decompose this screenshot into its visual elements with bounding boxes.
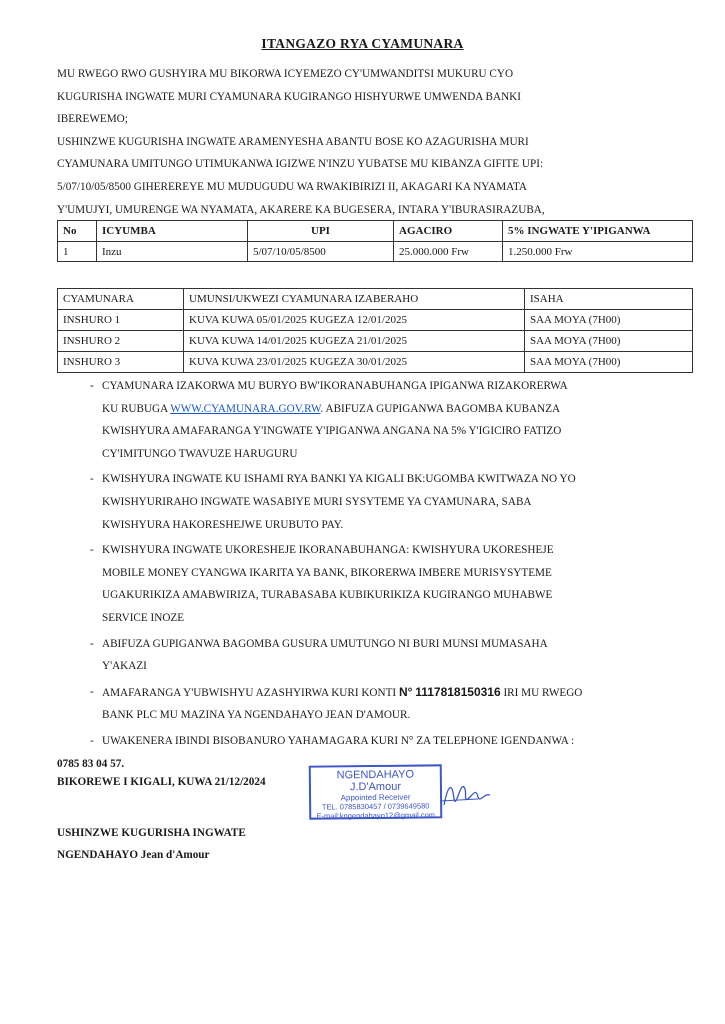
list-item-line: UGAKURIKIZA AMABWIRIZA, TURABASABA KUBIKURIKIZA KUGIRANGO MUHABWE (102, 589, 553, 602)
intro-line: IBEREWEMO; (57, 113, 128, 126)
list-item-line: KWISHYURA INGWATE KU ISHAMI RYA BANKI YA KIGALI BK:UGOMBA KWITWAZA NO YO (102, 473, 576, 486)
list-item-line: CY'IMITUNGO TWAVUZE HARUGURU (102, 447, 298, 460)
stamp-name: NGENDAHAYO J.D'Amour (336, 768, 415, 794)
cyamunara-website-link[interactable]: WWW.CYAMUNARA.GOV.RW (170, 402, 321, 415)
text-fragment: IRI MU RWEGO (500, 686, 583, 699)
table-row (58, 352, 693, 373)
list-item-line: KWISHYURA HAKORESHEJWE URUBUTO PAY. (102, 518, 344, 531)
list-item-line: KWISHYURA AMAFARANGA Y'INGWATE Y'IPIGANWA ANGANA NA 5% Y'IGICIRO FATIZO (102, 425, 562, 438)
official-stamp (309, 764, 443, 819)
signatory-name: NGENDAHAYO Jean d'Amour (57, 849, 210, 861)
table-row (58, 310, 693, 331)
account-number: 1117818150316 (415, 684, 501, 699)
stamp-role: Appointed Receiver (340, 792, 411, 803)
handwritten-signature (438, 775, 498, 815)
list-item-line (102, 398, 665, 421)
table-header-cell: CYAMUNARA (58, 289, 184, 310)
table-header-cell: UPI (248, 221, 394, 242)
table-row (58, 242, 693, 262)
table-cell: INSHURO 2 (58, 331, 184, 352)
list-item-line: CYAMUNARA IZAKORWA MU BURYO BW'IKORANABUHANGA IPIGANWA RIZAKORERWA (102, 380, 568, 392)
bullet-dash: - (90, 637, 94, 650)
text-fragment: . ABIFUZA GUPIGANWA BAGOMBA KUBANZA (320, 402, 561, 415)
document-title: ITANGAZO RYA CYAMUNARA (261, 36, 464, 51)
table-header-row (58, 221, 693, 242)
table-cell: 1 (58, 242, 97, 262)
table-cell: INSHURO 3 (58, 352, 184, 373)
table-header-cell: ICYUMBA (97, 221, 248, 242)
table-header-cell: ISAHA (525, 289, 693, 310)
list-item (57, 539, 665, 629)
table-cell: Inzu (97, 242, 248, 262)
list-item-line: KWISHYURIRAHO INGWATE WASABIYE MURI SYSYTEME YA CYAMUNARA, SABA (102, 495, 532, 508)
table-cell: 1.250.000 Frw (503, 242, 693, 262)
place-date: BIKOREWE I KIGALI, KUWA 21/12/2024 (57, 776, 266, 788)
list-item-line: KWISHYURA INGWATE UKORESHEJE IKORANABUHANGA: KWISHYURA UKORESHEJE (102, 544, 554, 557)
table-header-row (58, 289, 693, 310)
list-item-line (102, 681, 665, 705)
phone-number: 0785 83 04 57. (57, 757, 125, 770)
list-item-line: SERVICE INOZE (102, 611, 185, 624)
table-cell: KUVA KUWA 05/01/2025 KUGEZA 12/01/2025 (184, 310, 525, 331)
table-header-cell: UMUNSI/UKWEZI CYAMUNARA IZABERAHO (184, 289, 525, 310)
number-sign: N° (398, 684, 413, 699)
table-cell: 25.000.000 Frw (394, 242, 503, 262)
intro-line: KUGURISHA INGWATE MURI CYAMUNARA KUGIRANGO HISHYURWE UMWENDA BANKI (57, 90, 521, 103)
signatory-role: USHINZWE KUGURISHA INGWATE (57, 827, 246, 839)
intro-line: MU RWEGO RWO GUSHYIRA MU BIKORWA ICYEMEZO CY'UMWANDITSI MUKURU CYO (57, 68, 514, 80)
intro-line: Y'UMUJYI, UMURENGE WA NYAMATA, AKARERE KA BUGESERA, INTARA Y'IBURASIRAZUBA, (57, 203, 545, 216)
conditions-list (57, 375, 665, 778)
text-fragment: KU RUBUGA (102, 402, 171, 415)
stamp-email: E-mail:kngendahayo12@gmail.com (316, 810, 436, 821)
list-item-line: MOBILE MONEY CYANGWA IKARITA YA BANK, BIKORERWA IMBERE MURISYSYTEME (102, 566, 552, 579)
schedule-table (57, 288, 693, 373)
table-cell: KUVA KUWA 14/01/2025 KUGEZA 21/01/2025 (184, 331, 525, 352)
table-header-cell: 5% INGWATE Y'IPIGANWA (503, 221, 693, 242)
list-item-line: BANK PLC MU MAZINA YA NGENDAHAYO JEAN D'AMOUR. (102, 709, 411, 722)
stamp-tel: TEL. 0785830457 / 0739649580 (321, 801, 430, 812)
table-cell: SAA MOYA (7H00) (525, 310, 693, 331)
bullet-dash: - (90, 380, 94, 392)
list-item (57, 468, 665, 536)
bullet-dash: - (90, 544, 94, 557)
intro-line: 5/07/10/05/8500 GIHEREREYE MU MUDUGUDU WA RWAKIBIRIZI II, AKAGARI KA NYAMATA (57, 180, 527, 193)
intro-line: CYAMUNARA UMITUNGO UTIMUKANWA IGIZWE N'INZU YUBATSE MU KIBANZA GIFITE UPI: (57, 158, 544, 171)
list-item-line: Y'AKAZI (102, 660, 147, 673)
list-item-line: ABIFUZA GUPIGANWA BAGOMBA GUSURA UMUTUNGO NI BURI MUNSI MUMASAHA (102, 637, 548, 650)
table-header-cell: AGACIRO (394, 221, 503, 242)
intro-paragraph (57, 63, 665, 221)
intro-line: USHINZWE KUGURISHA INGWATE ARAMENYESHA ABANTU BOSE KO AZAGURISHA MURI (57, 135, 529, 148)
table-cell: INSHURO 1 (58, 310, 184, 331)
table-cell: 5/07/10/05/8500 (248, 242, 394, 262)
list-item (57, 375, 665, 465)
list-item-line: UWAKENERA IBINDI BISOBANURO YAHAMAGARA KURI N° ZA TELEPHONE IGENDANWA : (102, 734, 575, 747)
table-cell: KUVA KUWA 23/01/2025 KUGEZA 30/01/2025 (184, 352, 525, 373)
list-item (57, 633, 665, 678)
signatory-block (57, 822, 246, 866)
table-header-cell: No (58, 221, 97, 242)
table-row (58, 331, 693, 352)
property-table (57, 220, 693, 262)
bullet-dash: - (90, 473, 94, 486)
table-cell: SAA MOYA (7H00) (525, 331, 693, 352)
bullet-dash: - (90, 685, 94, 698)
table-cell: SAA MOYA (7H00) (525, 352, 693, 373)
text-fragment: AMAFARANGA Y'UBWISHYU AZASHYIRWA KURI KONTI (102, 686, 399, 699)
bullet-dash: - (90, 734, 94, 747)
list-item (57, 681, 665, 727)
